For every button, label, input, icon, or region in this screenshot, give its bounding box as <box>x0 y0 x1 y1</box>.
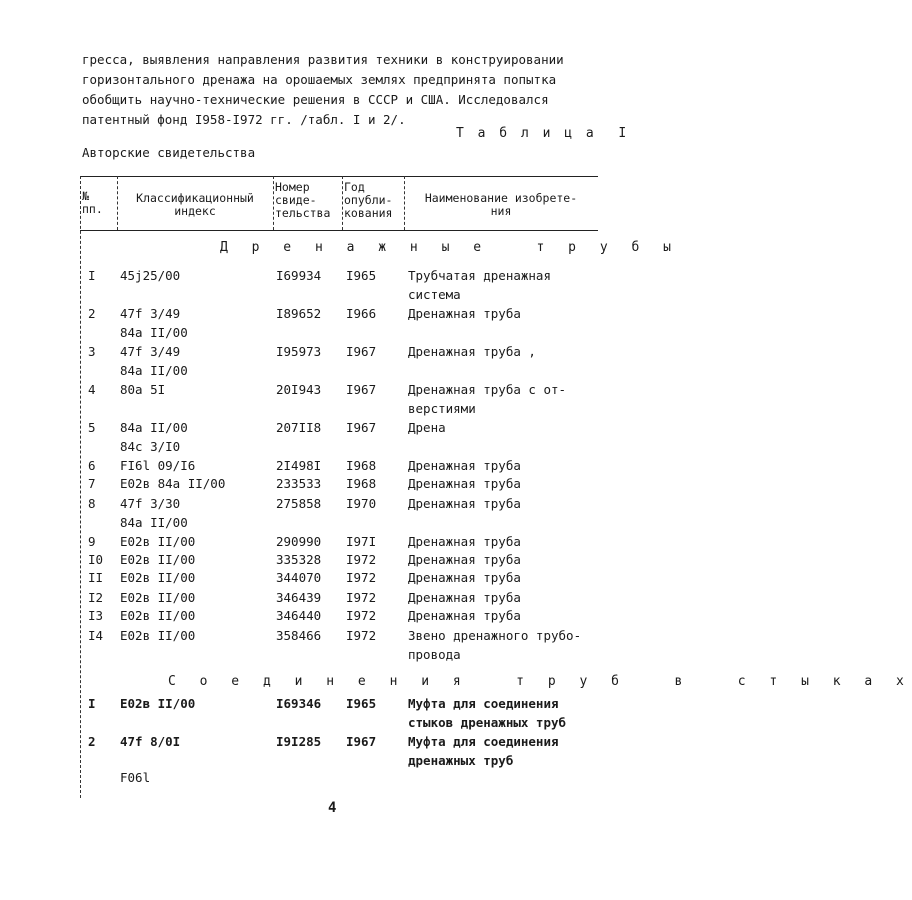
row-year: I966 <box>346 306 377 321</box>
row-class-index: 47f 3/30 84a II/00 <box>120 496 188 530</box>
row-year: I972 <box>346 628 377 643</box>
table-left-border <box>80 176 81 798</box>
row-num: 9 <box>88 534 96 549</box>
row-class-index: FI6l 09/I6 <box>120 458 196 473</box>
row-cert-number: 290990 <box>276 534 322 549</box>
row-cert-number: I9I285 <box>276 734 322 749</box>
row-name: Дренажная труба <box>408 590 521 605</box>
column-divider <box>342 176 343 230</box>
row-cert-number: 346440 <box>276 608 322 623</box>
header-class-index: Классификационный индекс <box>136 191 254 218</box>
row-cert-number: I89652 <box>276 306 322 321</box>
row-num: I2 <box>88 590 104 605</box>
row-num: 2 <box>88 734 96 749</box>
row-name: Дренажная труба <box>408 496 521 511</box>
row-name: Муфта для соединения дренажных труб <box>408 734 559 768</box>
group-title: Д р е н а ж н ы е т р у б ы <box>220 240 679 255</box>
row-num: 3 <box>88 344 96 359</box>
row-year: I968 <box>346 476 377 491</box>
row-class-index: 80a 5I <box>120 382 166 397</box>
row-name: Дрена <box>408 420 446 435</box>
row-cert-number: 20I943 <box>276 382 322 397</box>
row-name: Дренажная труба <box>408 476 521 491</box>
row-num: 2 <box>88 306 96 321</box>
paragraph-line: патентный фонд I958-I972 гг. /табл. I и 2/. <box>82 112 406 127</box>
header-num: № пп. <box>82 189 103 216</box>
row-num: I0 <box>88 552 104 567</box>
row-num: I4 <box>88 628 104 643</box>
row-cert-number: I95973 <box>276 344 322 359</box>
row-name: Дренажная труба <box>408 608 521 623</box>
column-divider <box>117 176 118 230</box>
row-class-index: 84a II/00 84c 3/I0 <box>120 420 188 454</box>
row-year: I97I <box>346 534 377 549</box>
row-class-index: E02в 84a II/00 <box>120 476 226 491</box>
row-num: I <box>88 268 96 283</box>
header-year: Год опубли- кования <box>344 180 393 220</box>
row-name: Дренажная труба <box>408 534 521 549</box>
row-cert-number: 344070 <box>276 570 322 585</box>
table-header-rule <box>80 230 598 231</box>
row-year: I972 <box>346 552 377 567</box>
row-cert-number: 335328 <box>276 552 322 567</box>
row-num: II <box>88 570 104 585</box>
row-year: I967 <box>346 734 377 749</box>
table-top-rule <box>80 176 598 177</box>
row-num: 8 <box>88 496 96 511</box>
row-year: I967 <box>346 344 377 359</box>
row-class-index: E02в II/00 <box>120 570 196 585</box>
group-title: С о е д и н е н и я т р у б в с т ы к а х <box>168 674 912 689</box>
row-cert-number: I69934 <box>276 268 322 283</box>
row-cert-number: 346439 <box>276 590 322 605</box>
row-year: I970 <box>346 496 377 511</box>
row-year: I972 <box>346 608 377 623</box>
row-name: Дренажная труба <box>408 552 521 567</box>
row-cert-number: 233533 <box>276 476 322 491</box>
row-num: I3 <box>88 608 104 623</box>
row-cert-number: 275858 <box>276 496 322 511</box>
row-name: Дренажная труба с от- верстиями <box>408 382 567 416</box>
row-num: 5 <box>88 420 96 435</box>
row-name: Трубчатая дренажная система <box>408 268 551 302</box>
row-cert-number: 207II8 <box>276 420 322 435</box>
page-number: 4 <box>328 800 337 816</box>
row-name: Дренажная труба <box>408 570 521 585</box>
table-caption: Т а б л и ц а I <box>456 126 630 141</box>
row-class-index: 47f 8/0I <box>120 734 181 749</box>
row-num: 4 <box>88 382 96 397</box>
row-cert-number: 358466 <box>276 628 322 643</box>
row-year: I965 <box>346 696 377 711</box>
row-class-index: 45j25/00 <box>120 268 181 283</box>
row-name: Дренажная труба <box>408 306 521 321</box>
header-name: Наименование изобрете- ния <box>424 191 578 218</box>
row-class-index: E02в II/00 <box>120 534 196 549</box>
row-num: 6 <box>88 458 96 473</box>
row-cert-number: 2I498I <box>276 458 322 473</box>
row-year: I972 <box>346 590 377 605</box>
paragraph-line: гресса, выявления направления развития техники в конструировании <box>82 52 564 67</box>
row-year: I967 <box>346 420 377 435</box>
row-class-index: E02в II/00 <box>120 628 196 643</box>
row-year: I968 <box>346 458 377 473</box>
row-cert-number: I69346 <box>276 696 322 711</box>
row-name: Муфта для соединения стыков дренажных труб <box>408 696 567 730</box>
section-title: Авторские свидетельства <box>82 145 256 160</box>
row-year: I967 <box>346 382 377 397</box>
row-class-index: E02в II/00 <box>120 696 196 711</box>
row-class-index: 47f 3/49 84a II/00 <box>120 306 188 340</box>
trailing-index: F06l <box>120 770 151 785</box>
paragraph-line: горизонтального дренажа на орошаемых землях предпринята попытка <box>82 72 557 87</box>
row-name: Звено дренажного трубо- провода <box>408 628 582 662</box>
header-cert-number: Номер свиде- тельства <box>275 180 331 220</box>
row-class-index: 47f 3/49 84a II/00 <box>120 344 188 378</box>
row-name: Дренажная труба , <box>408 344 536 359</box>
row-year: I972 <box>346 570 377 585</box>
column-divider <box>404 176 405 230</box>
row-num: I <box>88 696 96 711</box>
row-class-index: E02в II/00 <box>120 552 196 567</box>
paragraph-line: обобщить научно-технические решения в СССР и США. Исследовался <box>82 92 549 107</box>
row-class-index: E02в II/00 <box>120 608 196 623</box>
row-year: I965 <box>346 268 377 283</box>
intro-paragraph <box>82 50 602 130</box>
row-num: 7 <box>88 476 96 491</box>
column-divider <box>273 176 274 230</box>
row-name: Дренажная труба <box>408 458 521 473</box>
row-class-index: E02в II/00 <box>120 590 196 605</box>
